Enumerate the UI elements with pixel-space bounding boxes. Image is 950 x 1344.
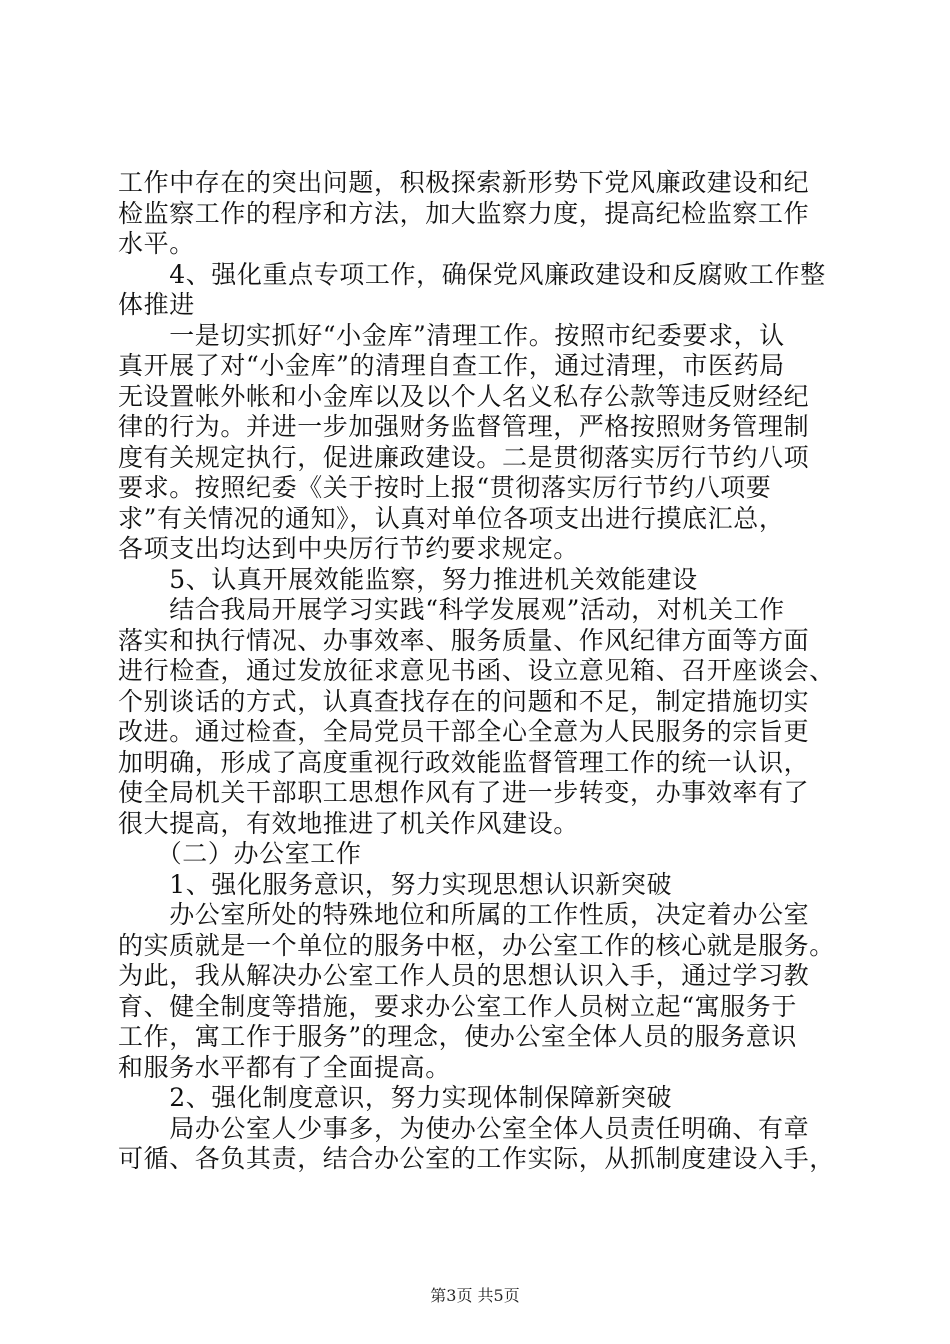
section-heading-1: 1、强化服务意识，努力实现思想认识新突破 [118,869,673,899]
text-line: 律的行为。并进一步加强财务监督管理，严格按照财务管理制 [118,412,810,441]
text-line: 进行检查，通过发放征求意见书函、设立意见箱、召开座谈会、 [118,656,835,685]
text-line: 落实和执行情况、办事效率、服务质量、作风纪律方面等方面 [118,625,810,655]
text-line: 局办公室人少事多，为使办公室全体人员责任明确、有章 [118,1113,810,1143]
text-line: 为此，我从解决办公室工作人员的思想认识入手，通过学习教 [118,961,810,990]
text-line: 真开展了对“小金库”的清理自查工作，通过清理，市医药局 [118,351,785,380]
text-line: 的实质就是一个单位的服务中枢，办公室工作的核心就是服务。 [118,930,835,960]
text-line: 改进。通过检查，全局党员干部全心全意为人民服务的宗旨更 [118,717,810,746]
text-line: 要求。按照纪委《关于按时上报“贯彻落实厉行节约八项要 [118,473,772,502]
text-line: 求”有关情况的通知》，认真对单位各项支出进行摸底汇总， [118,503,785,533]
page-number-footer: 第3页 共5页 [430,1286,520,1305]
text-line: 各项支出均达到中央厉行节约要求规定。 [118,534,579,563]
document-body [118,168,838,1175]
section-heading-2: 2、强化制度意识，努力实现体制保障新突破 [118,1083,673,1112]
text-line: 个别谈话的方式，认真查找存在的问题和不足，制定措施切实 [118,686,810,716]
text-line: 和服务水平都有了全面提高。 [118,1052,451,1082]
text-line: 水平。 [118,229,195,258]
text-line: 使全局机关干部职工思想作风有了进一步转变，办事效率有了 [118,778,810,807]
section-heading-5: 5、认真开展效能监察，努力推进机关效能建设 [118,564,698,594]
text-line: 度有关规定执行，促进廉政建设。二是贯彻落实厉行节约八项 [118,442,810,472]
text-line: 可循、各负其责，结合办公室的工作实际，从抓制度建设入手， [118,1144,835,1173]
text-line: 工作，寓工作于服务”的理念，使办公室全体人员的服务意识 [118,1022,797,1051]
section-heading-4-cont: 体推进 [118,290,195,319]
text-line: 育、健全制度等措施，要求办公室工作人员树立起“寓服务于 [118,991,797,1021]
text-line: 检监察工作的程序和方法，加大监察力度，提高纪检监察工作 [118,198,810,228]
section-heading-office: （二）办公室工作 [118,839,362,868]
text-line: 加明确，形成了高度重视行政效能监督管理工作的统一认识， [118,747,810,777]
text-line: 结合我局开展学习实践“科学发展观”活动，对机关工作 [118,595,785,624]
text-line: 办公室所处的特殊地位和所属的工作性质，决定着办公室 [118,900,810,929]
text-line: 很大提高，有效地推进了机关作风建设。 [118,808,579,838]
section-heading-4: 4、强化重点专项工作，确保党风廉政建设和反腐败工作整 [118,259,826,289]
text-line: 工作中存在的突出问题，积极探索新形势下党风廉政建设和纪 [118,168,810,197]
text-line: 一是切实抓好“小金库”清理工作。按照市纪委要求，认 [118,320,785,350]
text-line: 无设置帐外帐和小金库以及以个人名义私存公款等违反财经纪 [118,381,810,411]
